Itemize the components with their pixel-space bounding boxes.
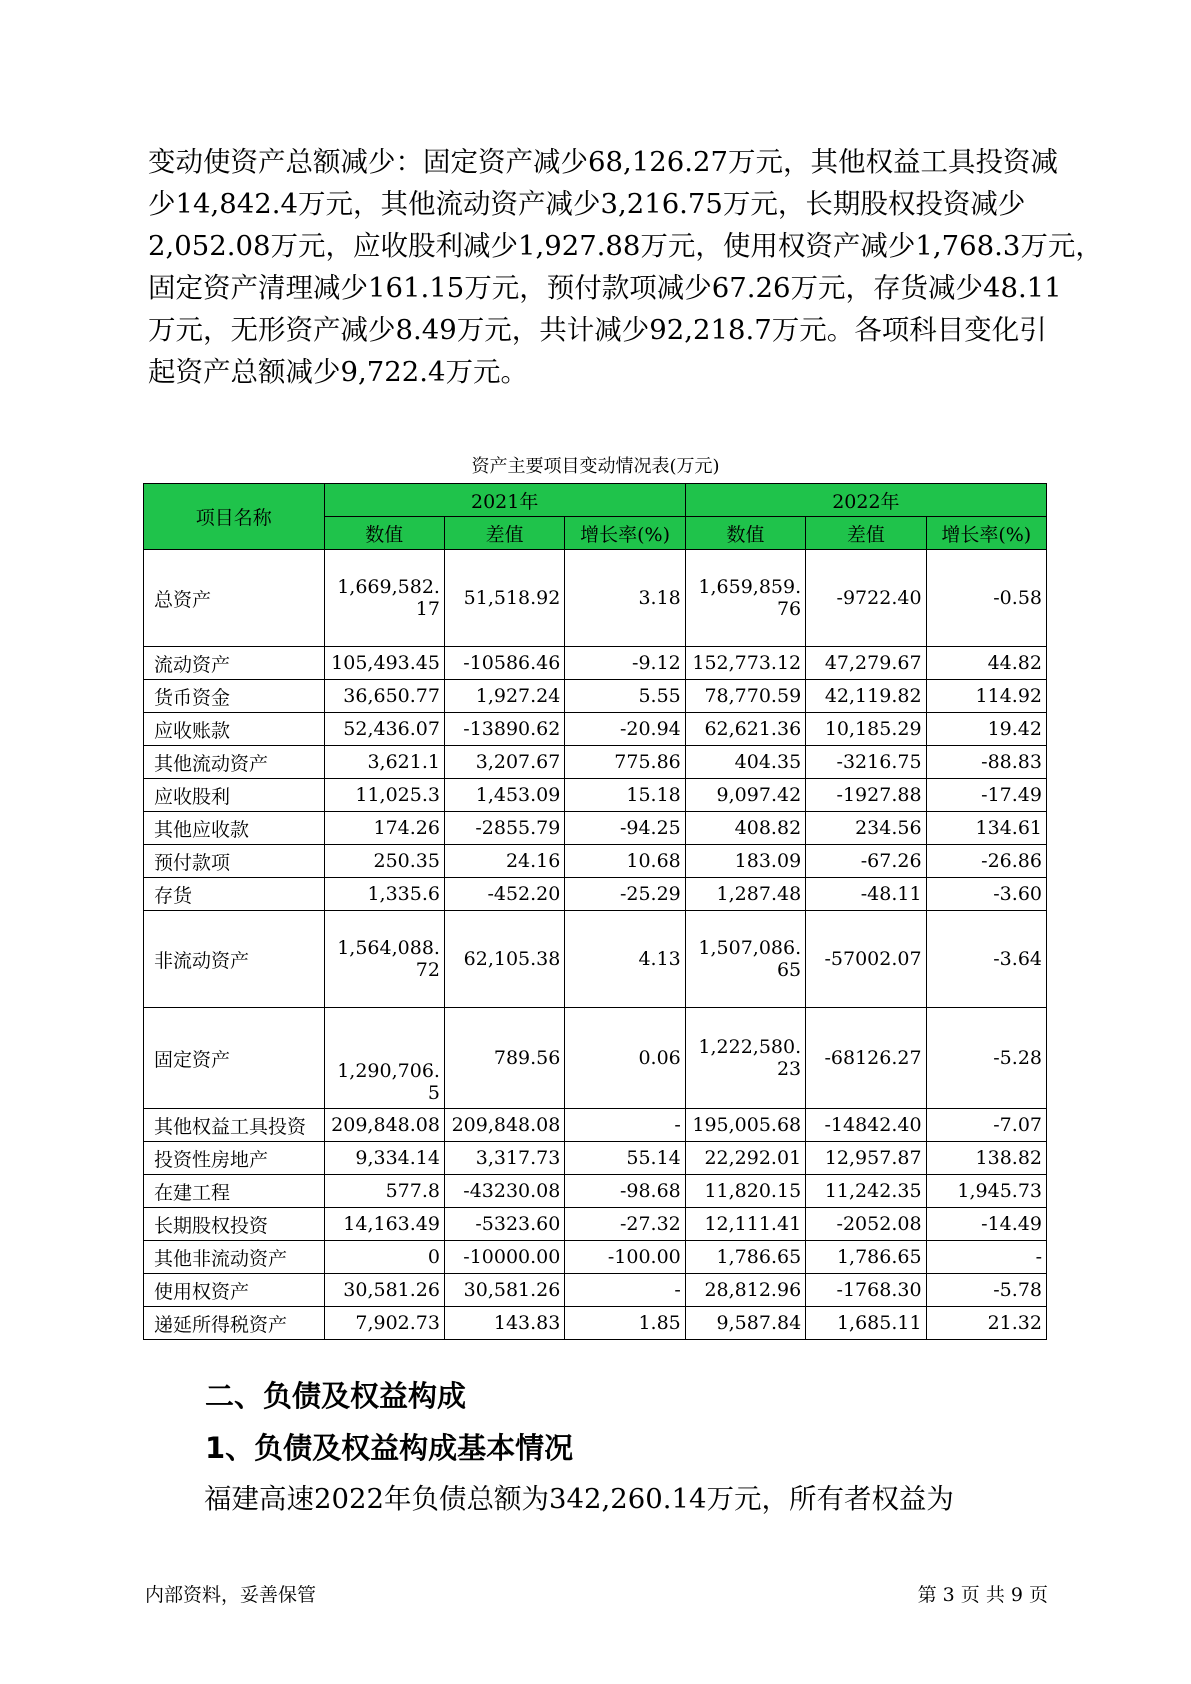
footer-page-number: 第 3 页 共 9 页	[917, 1584, 1048, 1606]
cell-diff-2021: 1,927.24	[444, 680, 564, 713]
table-row	[144, 550, 1047, 647]
table-row	[144, 680, 1047, 713]
cell-diff-2022: 12,957.87	[806, 1142, 926, 1175]
row-name: 在建工程	[144, 1175, 325, 1208]
header-diff: 差值	[444, 517, 564, 550]
cell-value-2021: 7,902.73	[324, 1307, 444, 1340]
cell-growth-2021: 5.55	[565, 680, 685, 713]
cell-value-2022: 1,786.65	[685, 1241, 805, 1274]
cell-diff-2022: -14842.40	[806, 1109, 926, 1142]
row-name: 应收股利	[144, 779, 325, 812]
cell-growth-2022: -7.07	[926, 1109, 1046, 1142]
cell-value-2022: 1,659,859.76	[685, 550, 805, 647]
footer-confidential-note: 内部资料，妥善保管	[145, 1584, 317, 1606]
paragraph-line: 福建高速2022年负债总额为342,260.14万元，所有者权益为	[204, 1483, 954, 1515]
cell-diff-2021: 62,105.38	[444, 911, 564, 1008]
row-name: 递延所得税资产	[144, 1307, 325, 1340]
row-name: 其他应收款	[144, 812, 325, 845]
table-row	[144, 1307, 1047, 1340]
cell-growth-2021: 1.85	[565, 1307, 685, 1340]
cell-value-2022: 22,292.01	[685, 1142, 805, 1175]
cell-growth-2021: -	[565, 1109, 685, 1142]
header-value: 数值	[685, 517, 805, 550]
cell-growth-2022: -5.78	[926, 1274, 1046, 1307]
table-row	[144, 746, 1047, 779]
cell-diff-2021: -10586.46	[444, 647, 564, 680]
cell-diff-2022: 10,185.29	[806, 713, 926, 746]
cell-growth-2021: 10.68	[565, 845, 685, 878]
cell-value-2022: 11,820.15	[685, 1175, 805, 1208]
row-name: 预付款项	[144, 845, 325, 878]
table-row	[144, 713, 1047, 746]
cell-diff-2021: 209,848.08	[444, 1109, 564, 1142]
cell-value-2022: 152,773.12	[685, 647, 805, 680]
header-year-2021: 2021年	[324, 484, 685, 517]
row-name: 货币资金	[144, 680, 325, 713]
cell-growth-2022: 134.61	[926, 812, 1046, 845]
cell-diff-2022: -57002.07	[806, 911, 926, 1008]
cell-value-2021: 9,334.14	[324, 1142, 444, 1175]
cell-value-2021: 1,564,088.72	[324, 911, 444, 1008]
paragraph-line: 万元，无形资产减少8.49万元，共计减少92,218.7万元。各项科目变化引	[148, 314, 1047, 346]
cell-value-2021: 209,848.08	[324, 1109, 444, 1142]
table-row	[144, 1142, 1047, 1175]
cell-diff-2022: -1768.30	[806, 1274, 926, 1307]
cell-diff-2021: -2855.79	[444, 812, 564, 845]
header-value: 数值	[324, 517, 444, 550]
header-year-2022: 2022年	[685, 484, 1046, 517]
cell-diff-2022: 1,786.65	[806, 1241, 926, 1274]
cell-diff-2022: 234.56	[806, 812, 926, 845]
table-row	[144, 1208, 1047, 1241]
row-name: 存货	[144, 878, 325, 911]
row-name: 应收账款	[144, 713, 325, 746]
body-paragraph	[148, 141, 1103, 393]
cell-value-2021: 30,581.26	[324, 1274, 444, 1307]
cell-value-2022: 62,621.36	[685, 713, 805, 746]
cell-diff-2022: -48.11	[806, 878, 926, 911]
cell-value-2022: 1,222,580.23	[685, 1008, 805, 1109]
cell-growth-2021: -20.94	[565, 713, 685, 746]
cell-diff-2021: -43230.08	[444, 1175, 564, 1208]
table-row	[144, 779, 1047, 812]
cell-growth-2021: 3.18	[565, 550, 685, 647]
cell-value-2021: 577.8	[324, 1175, 444, 1208]
paragraph-line: 固定资产清理减少161.15万元，预付款项减少67.26万元，存货减少48.11	[148, 272, 1062, 304]
cell-growth-2021: 4.13	[565, 911, 685, 1008]
cell-value-2022: 1,507,086.65	[685, 911, 805, 1008]
cell-value-2022: 12,111.41	[685, 1208, 805, 1241]
cell-growth-2022: 1,945.73	[926, 1175, 1046, 1208]
cell-value-2021: 11,025.3	[324, 779, 444, 812]
paragraph-line: 变动使资产总额减少：固定资产减少68,126.27万元，其他权益工具投资减	[148, 146, 1058, 178]
row-name: 长期股权投资	[144, 1208, 325, 1241]
cell-growth-2022: -3.64	[926, 911, 1046, 1008]
row-name: 固定资产	[144, 1008, 325, 1109]
cell-diff-2022: 47,279.67	[806, 647, 926, 680]
cell-growth-2022: -88.83	[926, 746, 1046, 779]
cell-diff-2021: 30,581.26	[444, 1274, 564, 1307]
cell-value-2022: 408.82	[685, 812, 805, 845]
cell-diff-2022: -68126.27	[806, 1008, 926, 1109]
cell-growth-2022: 19.42	[926, 713, 1046, 746]
cell-value-2021: 174.26	[324, 812, 444, 845]
cell-diff-2022: -9722.40	[806, 550, 926, 647]
cell-value-2021: 250.35	[324, 845, 444, 878]
table-row	[144, 1241, 1047, 1274]
section-heading: 二、负债及权益构成	[205, 1379, 467, 1413]
row-name: 流动资产	[144, 647, 325, 680]
cell-growth-2021: -	[565, 1274, 685, 1307]
table-caption: 资产主要项目变动情况表(万元)	[471, 456, 720, 477]
cell-diff-2022: -1927.88	[806, 779, 926, 812]
cell-diff-2022: -3216.75	[806, 746, 926, 779]
paragraph-line: 少14,842.4万元，其他流动资产减少3,216.75万元，长期股权投资减少	[148, 188, 1026, 220]
header-item-name: 项目名称	[144, 484, 325, 550]
cell-growth-2021: 775.86	[565, 746, 685, 779]
cell-growth-2021: 55.14	[565, 1142, 685, 1175]
cell-diff-2021: -5323.60	[444, 1208, 564, 1241]
cell-growth-2021: -100.00	[565, 1241, 685, 1274]
body-paragraph	[204, 1478, 1054, 1520]
cell-growth-2022: -3.60	[926, 878, 1046, 911]
cell-diff-2021: -13890.62	[444, 713, 564, 746]
cell-diff-2022: 42,119.82	[806, 680, 926, 713]
table-row	[144, 647, 1047, 680]
cell-diff-2021: 1,453.09	[444, 779, 564, 812]
cell-value-2022: 78,770.59	[685, 680, 805, 713]
cell-growth-2022: 114.92	[926, 680, 1046, 713]
cell-growth-2021: -94.25	[565, 812, 685, 845]
table-row	[144, 845, 1047, 878]
table-row	[144, 1008, 1047, 1109]
cell-value-2021: 105,493.45	[324, 647, 444, 680]
row-name: 使用权资产	[144, 1274, 325, 1307]
cell-diff-2022: -67.26	[806, 845, 926, 878]
cell-value-2021: 52,436.07	[324, 713, 444, 746]
cell-value-2021: 3,621.1	[324, 746, 444, 779]
cell-value-2021: 1,290,706.5	[324, 1008, 444, 1109]
cell-diff-2022: 1,685.11	[806, 1307, 926, 1340]
cell-value-2021: 0	[324, 1241, 444, 1274]
cell-value-2022: 404.35	[685, 746, 805, 779]
cell-value-2022: 195,005.68	[685, 1109, 805, 1142]
table-row	[144, 878, 1047, 911]
cell-value-2022: 183.09	[685, 845, 805, 878]
header-diff: 差值	[806, 517, 926, 550]
row-name: 其他流动资产	[144, 746, 325, 779]
assets-change-table	[143, 483, 1047, 1340]
cell-diff-2021: 3,207.67	[444, 746, 564, 779]
table-row	[144, 1274, 1047, 1307]
cell-growth-2022: -0.58	[926, 550, 1046, 647]
cell-growth-2022: -14.49	[926, 1208, 1046, 1241]
cell-growth-2022: -17.49	[926, 779, 1046, 812]
cell-growth-2021: -9.12	[565, 647, 685, 680]
row-name: 投资性房地产	[144, 1142, 325, 1175]
cell-growth-2021: -98.68	[565, 1175, 685, 1208]
cell-value-2022: 9,587.84	[685, 1307, 805, 1340]
cell-growth-2021: 0.06	[565, 1008, 685, 1109]
row-name: 非流动资产	[144, 911, 325, 1008]
cell-diff-2021: -452.20	[444, 878, 564, 911]
cell-diff-2021: 24.16	[444, 845, 564, 878]
cell-growth-2022: -26.86	[926, 845, 1046, 878]
table-row	[144, 1109, 1047, 1142]
paragraph-line: 2,052.08万元，应收股利减少1,927.88万元，使用权资产减少1,768.3万元，	[148, 230, 1103, 262]
table-row	[144, 911, 1047, 1008]
cell-growth-2022: -	[926, 1241, 1046, 1274]
cell-diff-2021: 143.83	[444, 1307, 564, 1340]
cell-growth-2021: -27.32	[565, 1208, 685, 1241]
cell-value-2021: 1,335.6	[324, 878, 444, 911]
cell-diff-2021: 3,317.73	[444, 1142, 564, 1175]
subsection-heading: 1、负债及权益构成基本情况	[205, 1431, 574, 1465]
header-growth: 增长率(%)	[565, 517, 685, 550]
cell-diff-2021: -10000.00	[444, 1241, 564, 1274]
cell-growth-2022: 21.32	[926, 1307, 1046, 1340]
cell-growth-2022: 138.82	[926, 1142, 1046, 1175]
cell-growth-2022: 44.82	[926, 647, 1046, 680]
cell-diff-2021: 789.56	[444, 1008, 564, 1109]
cell-value-2021: 14,163.49	[324, 1208, 444, 1241]
cell-value-2022: 28,812.96	[685, 1274, 805, 1307]
cell-value-2022: 9,097.42	[685, 779, 805, 812]
row-name: 其他非流动资产	[144, 1241, 325, 1274]
table-row	[144, 1175, 1047, 1208]
row-name: 其他权益工具投资	[144, 1109, 325, 1142]
cell-diff-2022: 11,242.35	[806, 1175, 926, 1208]
cell-value-2021: 1,669,582.17	[324, 550, 444, 647]
cell-growth-2021: -25.29	[565, 878, 685, 911]
cell-value-2022: 1,287.48	[685, 878, 805, 911]
cell-diff-2021: 51,518.92	[444, 550, 564, 647]
table-row	[144, 812, 1047, 845]
cell-diff-2022: -2052.08	[806, 1208, 926, 1241]
cell-growth-2022: -5.28	[926, 1008, 1046, 1109]
row-name: 总资产	[144, 550, 325, 647]
paragraph-line: 起资产总额减少9,722.4万元。	[148, 356, 528, 388]
cell-value-2021: 36,650.77	[324, 680, 444, 713]
header-growth: 增长率(%)	[926, 517, 1046, 550]
cell-growth-2021: 15.18	[565, 779, 685, 812]
